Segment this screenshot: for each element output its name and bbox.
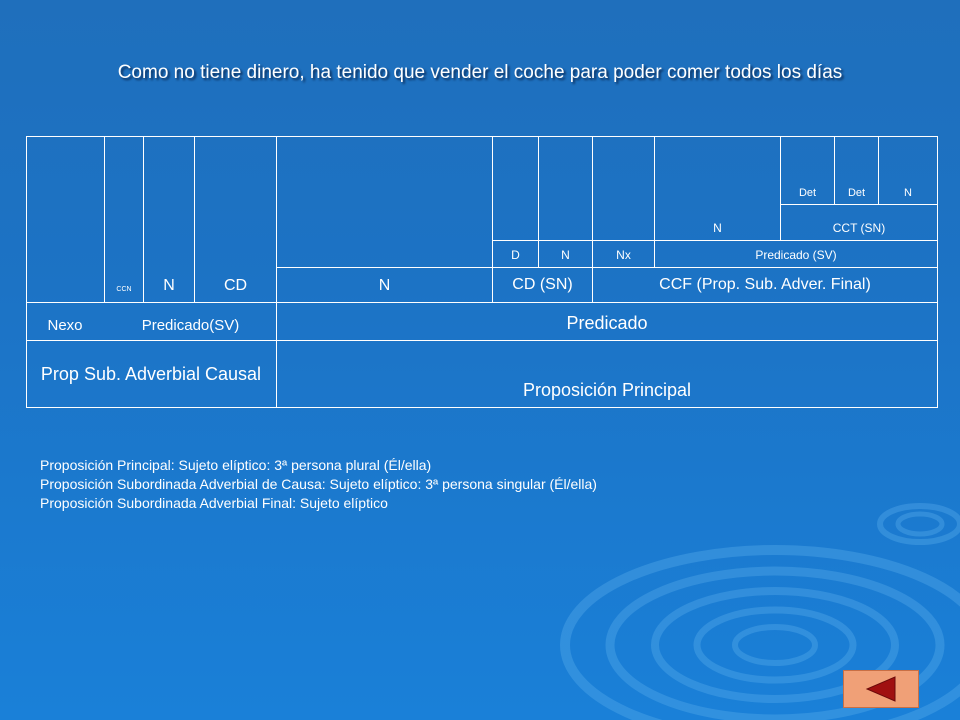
subject-notes: [40, 456, 597, 513]
cell-predicado-sv-1: Predicado(SV): [141, 316, 240, 334]
cell-ccf: CCF (Prop. Sub. Adver. Final): [659, 275, 871, 293]
cell-nx: Nx: [616, 248, 631, 263]
back-button[interactable]: [843, 670, 919, 708]
sentence-title: Como no tiene dinero, ha tenido que vender el coche para poder comer todos los días: [117, 62, 843, 83]
cell-d: D: [511, 248, 520, 263]
cell-n-sn: N: [561, 248, 570, 263]
cell-n-2: N: [378, 276, 391, 294]
cell-cd-sn: CD (SN): [512, 275, 573, 293]
cell-det-2: Det: [847, 187, 866, 200]
note-principal: Proposición Principal: Sujeto elíptico: 3ª persona plural (Él/ella): [40, 457, 432, 473]
note-final: Proposición Subordinada Adverbial Final: Sujeto elíptico: [40, 495, 388, 511]
syntax-analysis-table: [26, 136, 938, 408]
cell-det-1: Det: [798, 187, 817, 200]
cell-predicado-2: Predicado: [566, 313, 648, 334]
cell-ccn: CCN: [116, 285, 132, 293]
cell-proposicion-principal: Proposición Principal: [522, 380, 692, 401]
cell-nexo: Nexo: [47, 316, 83, 334]
cell-n-ns: N: [904, 187, 912, 200]
cell-predicado-sv-final: Predicado (SV): [755, 248, 837, 263]
triangle-left-icon: [861, 675, 901, 703]
cell-n-1: N: [163, 276, 175, 294]
cell-cd-1: CD: [223, 276, 248, 294]
note-causa: Proposición Subordinada Adverbial de Causa: Sujeto elíptico: 3ª persona singular (Él/ella): [40, 476, 597, 492]
cell-prop-sub-causal: Prop Sub. Adverbial Causal: [40, 363, 262, 384]
cell-cct-sn: CCT (SN): [832, 221, 886, 236]
cell-n-cct: N: [713, 221, 722, 236]
